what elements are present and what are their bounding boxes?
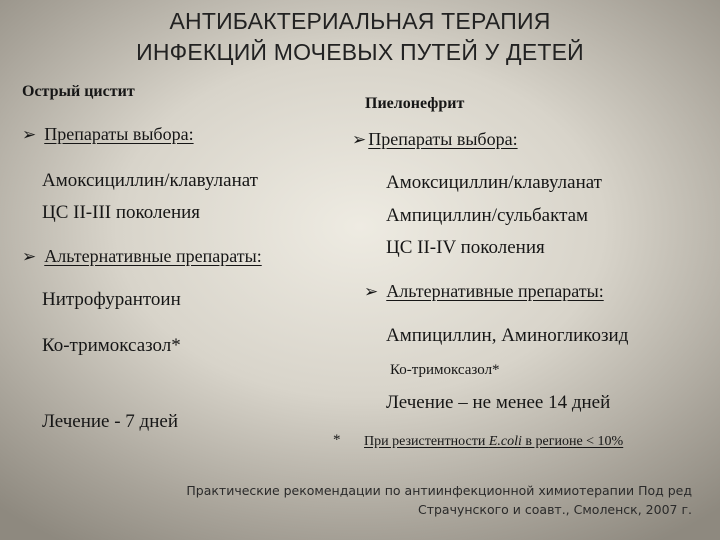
right-first-choice-label: ➢ Препараты выбора: [352,129,518,149]
pyelonephritis-header: Пиелонефрит [365,95,465,112]
right-alt-drug-2: Ко-тримоксазол* [390,362,500,378]
slide-title-line-2: ИНФЕКЦИЙ МОЧЕВЫХ ПУТЕЙ У ДЕТЕЙ [136,39,584,65]
slide-title-line-1: АНТИБАКТЕРИАЛЬНАЯ ТЕРАПИЯ [169,8,551,34]
left-drug-2: ЦС II-III поколения [42,202,201,223]
right-drug-3: ЦС II-IV поколения [386,237,545,258]
left-treatment-duration: Лечение - 7 дней [42,411,178,432]
arrow-bullet-icon: ➢ [22,125,37,144]
footnote-marker: * [333,432,341,448]
left-alt-drug-1: Нитрофурантоин [42,289,181,310]
right-drug-2: Ампициллин/сульбактам [386,205,589,226]
right-drug-1: Амоксициллин/клавуланат [386,172,602,193]
right-alternative-label: ➢ Альтернативные препараты: [364,281,604,301]
cystitis-header: Острый цистит [22,83,135,100]
right-treatment-duration: Лечение – не менее 14 дней [386,392,611,413]
right-alt-drug-1: Ампициллин, Аминогликозид [386,325,629,346]
arrow-bullet-icon: ➢ [22,247,37,266]
left-alt-drug-2: Ко-тримоксазол* [42,335,181,356]
left-alternative-label: ➢ Альтернативные препараты: [22,246,262,266]
arrow-bullet-icon: ➢ [364,282,379,301]
footnote-text: При резистентности E.coli в регионе < 10% [364,434,624,449]
arrow-bullet-icon: ➢ [352,130,367,149]
source-reference-line-1: Практические рекомендации по антиинфекционной химиотерапии Под ред [186,483,692,498]
left-first-choice-label: ➢ Препараты выбора: [22,124,194,144]
source-reference-line-2: Страчунского и соавт., Смоленск, 2007 г. [417,502,692,517]
footnote-organism: E.coli [488,434,522,449]
left-drug-1: Амоксициллин/клавуланат [42,170,258,191]
